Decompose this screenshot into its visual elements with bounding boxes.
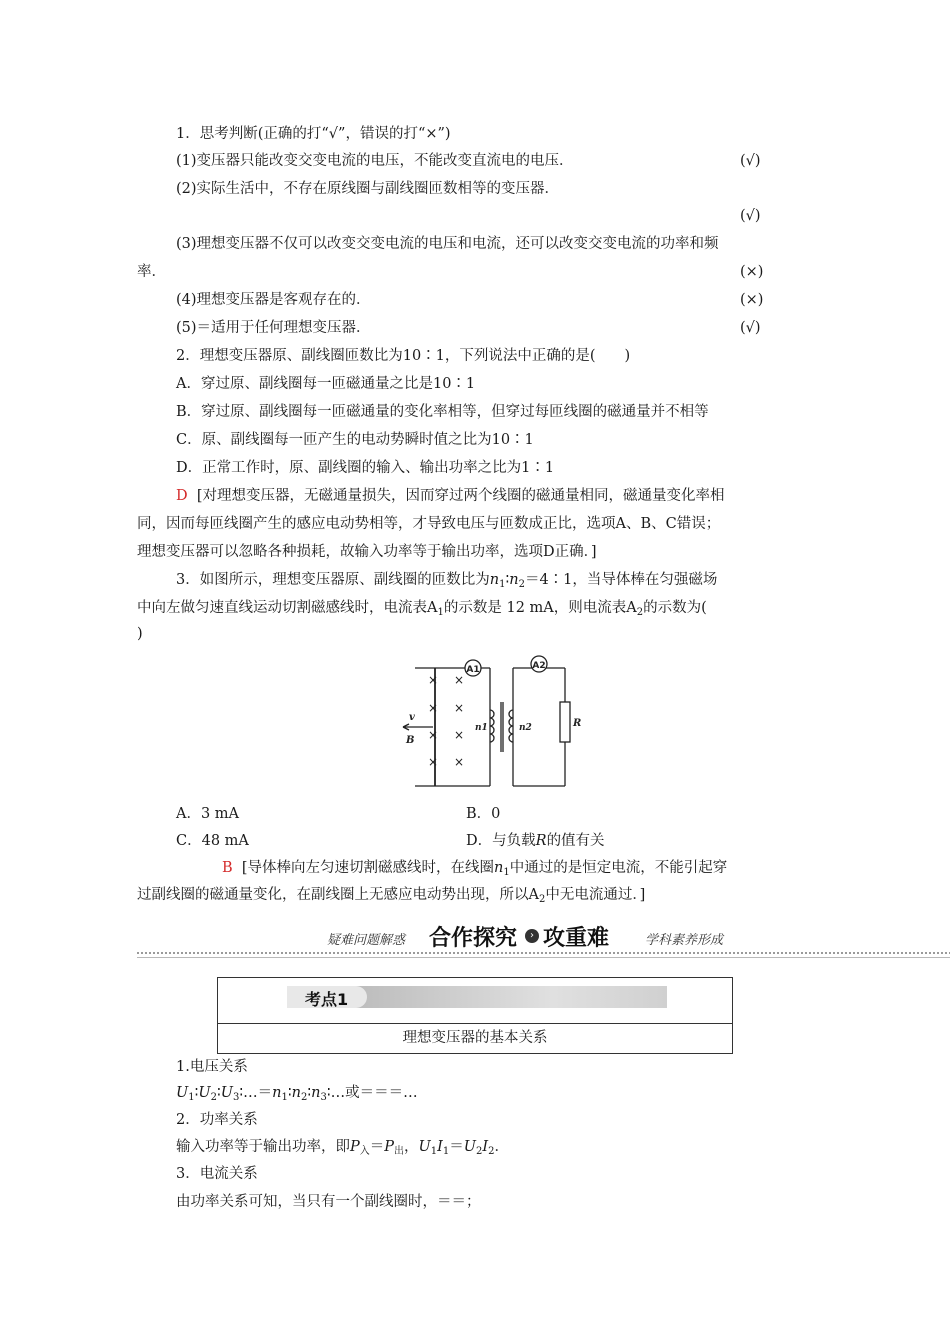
q3-explain-2 xyxy=(137,885,645,910)
q2-explain-2: 同，因而每匝线圈产生的感应电动势相等，才导致电压与匝数成正比，选项A、B、C错误； xyxy=(137,516,721,532)
f1-end: ∶…或＝＝＝… xyxy=(326,1085,418,1101)
q3-n1: n xyxy=(489,572,500,588)
banner-main-2: 攻重难 xyxy=(543,926,610,951)
key-point-title: 理想变压器的基本关系 xyxy=(402,1030,548,1046)
q2-explain-3: 理想变压器可以忽略各种损耗，故输入功率等于输出功率，选项D正确．] xyxy=(137,544,597,560)
f1-n1-sub: 1 xyxy=(281,1092,288,1103)
q3-stem-c2: 的示数是 12 mA，则电流表 xyxy=(443,600,627,616)
section-2-heading: 2．功率关系 xyxy=(176,1112,258,1128)
f2-eq-1: ＝ xyxy=(369,1139,385,1155)
q2-answer: D xyxy=(176,488,188,504)
q2-option-d: D．正常工作时，原、副线圈的输入、输出功率之比为1∶1 xyxy=(176,460,555,476)
q3-stem-3: ) xyxy=(137,626,143,642)
q3-explain-c2: 中无电流通过．] xyxy=(545,887,646,903)
q1-item-3-cont: 率． xyxy=(137,264,166,280)
f1-n1: n xyxy=(272,1085,282,1101)
q1-mark-5: (√) xyxy=(740,320,761,336)
q1-item-2: (2)实际生活中，不存在原线圈与副线圈匝数相等的变压器． xyxy=(176,181,560,197)
q3-stem-2 xyxy=(137,598,707,623)
circuit-diagram xyxy=(395,652,585,792)
f2-u2: U xyxy=(463,1139,476,1155)
banner-right: 学科素养形成 xyxy=(645,933,724,948)
f2-u1: U xyxy=(418,1139,431,1155)
q3-answer: B xyxy=(222,860,233,876)
f2-sep: ， xyxy=(404,1139,419,1155)
q3-explain-a2: A xyxy=(528,887,539,903)
q2-stem: 2．理想变压器原、副线圈匝数比为10∶1，下列说法中正确的是( ) xyxy=(176,348,631,364)
f1-colon-3: ∶ xyxy=(287,1085,292,1101)
f2-i2-sub: 2 xyxy=(488,1146,495,1157)
f1-n2: n xyxy=(291,1085,302,1101)
f2-p-in: P xyxy=(350,1139,360,1155)
f1-u2-sub: 2 xyxy=(210,1092,217,1103)
q3-option-d-a: D．与负载 xyxy=(466,833,536,849)
field-cross: × xyxy=(453,728,465,742)
q3-stem-b: ＝4∶1，当导体棒在匀强磁场 xyxy=(524,572,718,588)
q1-item-3: (3)理想变压器不仅可以改变交变电流的电压和电流，还可以改变交变电流的功率和频 xyxy=(176,236,719,252)
q1-title: 1．思考判断(正确的打“√”，错误的打“×”) xyxy=(176,126,451,142)
q1-item-5: (5)＝适用于任何理想变压器． xyxy=(176,320,371,336)
q2-option-c: C．原、副线圈每一匝产生的电动势瞬时值之比为10∶1 xyxy=(176,432,534,448)
f1-u3: U xyxy=(220,1085,234,1101)
f1-n2-sub: 2 xyxy=(301,1092,308,1103)
q3-a2-sub: 2 xyxy=(636,607,644,618)
q3-n1-sub: 1 xyxy=(499,579,506,590)
q3-n2-sub: 2 xyxy=(518,579,525,590)
f1-colon-1: ∶ xyxy=(194,1085,199,1101)
f2-out: 出 xyxy=(394,1146,405,1157)
f2-end: ． xyxy=(494,1139,509,1155)
f2-eq-2: ＝ xyxy=(449,1139,464,1155)
q1-mark-4: (×) xyxy=(740,292,764,308)
field-cross: × xyxy=(453,701,465,715)
q3-colon: ∶ xyxy=(505,572,510,588)
diagram-r: R xyxy=(573,718,582,729)
diagram-n1: n1 xyxy=(475,723,488,733)
banner-divider xyxy=(137,952,950,954)
power-formula xyxy=(176,1137,509,1162)
f1-u3-sub: 3 xyxy=(233,1092,240,1103)
key-point-box xyxy=(217,977,733,1054)
f1-colon-4: ∶ xyxy=(307,1085,312,1101)
q3-option-b: B．0 xyxy=(466,806,501,822)
f2-i2: I xyxy=(482,1139,489,1155)
q3-option-d-b: 的值有关 xyxy=(546,833,605,849)
diagram-a2: A2 xyxy=(532,661,546,671)
f1-n3: n xyxy=(311,1085,321,1101)
q3-explain-a: [导体棒向左匀速切割磁感线时，在线圈 xyxy=(241,860,495,876)
field-cross: × xyxy=(427,755,439,769)
q1-item-4: (4)理想变压器是客观存在的． xyxy=(176,292,371,308)
q1-mark-2: (√) xyxy=(740,208,761,224)
f2-i1: I xyxy=(437,1139,443,1155)
q3-explain-1 xyxy=(222,858,727,883)
key-point-tag xyxy=(287,986,667,1008)
f2-p-out: P xyxy=(384,1139,395,1155)
diagram-a1: A1 xyxy=(466,665,480,675)
key-point-label: 考点1 xyxy=(305,990,349,1009)
q3-stem-a: 3．如图所示，理想变压器原、副线圈的匝数比为 xyxy=(176,572,490,588)
q3-n2: n xyxy=(509,572,519,588)
f1-u2: U xyxy=(198,1085,211,1101)
q1-mark-3: (×) xyxy=(740,264,764,280)
banner-divider-line xyxy=(137,957,950,958)
q3-option-a: A．3 mA xyxy=(176,806,240,822)
q2-option-b: B．穿过原、副线圈每一匝磁通量的变化率相等，但穿过每匝线圈的磁通量并不相等 xyxy=(176,404,709,420)
banner-left: 疑难问题解惑 xyxy=(327,933,406,948)
f2-i1-sub: 1 xyxy=(442,1146,450,1157)
q1-item-1: (1)变压器只能改变交变电流的电压，不能改变直流电的电压． xyxy=(176,153,574,169)
q3-explain-sub: 1 xyxy=(503,867,510,878)
q3-explain-c1: 过副线圈的磁通量变化，在副线圈上无感应电动势出现，所以 xyxy=(137,887,529,903)
field-cross: × xyxy=(453,673,465,687)
q3-option-d-r: R xyxy=(535,833,547,849)
field-cross: × xyxy=(427,673,439,687)
f2-in: 入 xyxy=(359,1146,370,1157)
q3-option-d xyxy=(466,831,605,851)
banner-main-1: 合作探究 xyxy=(429,926,518,951)
q3-explain-n: n xyxy=(494,860,504,876)
f1-tail: ∶…＝ xyxy=(239,1085,273,1101)
q3-option-c: C．48 mA xyxy=(176,833,249,849)
f2-u2-sub: 2 xyxy=(475,1146,483,1157)
f1-n3-sub: 3 xyxy=(320,1092,327,1103)
diagram-v: v xyxy=(409,712,415,723)
q2-explain-1 xyxy=(176,486,725,506)
q3-a2: A xyxy=(626,600,637,616)
section-1-heading: 1.电压关系 xyxy=(176,1059,248,1075)
q2-option-a: A．穿过原、副线圈每一匝磁通量之比是10∶1 xyxy=(176,376,476,392)
field-cross: × xyxy=(427,728,439,742)
voltage-formula xyxy=(176,1083,418,1108)
diagram-b: B xyxy=(406,735,415,746)
current-formula: 由功率关系可知，当只有一个副线圈时，＝＝； xyxy=(176,1194,481,1210)
key-point-separator xyxy=(218,1023,732,1024)
q3-explain-b: 中通过的是恒定电流，不能引起穿 xyxy=(509,860,728,876)
f1-u1: U xyxy=(176,1085,189,1101)
field-cross: × xyxy=(453,755,465,769)
section-banner xyxy=(137,925,950,961)
q3-a1-sub: 1 xyxy=(437,607,444,618)
q3-stem-c1: 中向左做匀速直线运动切割磁感线时，电流表 xyxy=(137,600,427,616)
f2-u1-sub: 1 xyxy=(430,1146,438,1157)
q1-mark-1: (√) xyxy=(740,153,761,169)
q3-stem-c3: 的示数为( xyxy=(643,600,707,616)
section-3-heading: 3．电流关系 xyxy=(176,1166,258,1182)
field-cross: × xyxy=(427,701,439,715)
q3-stem-1 xyxy=(176,570,717,595)
arrow-icon: › xyxy=(525,929,539,943)
q3-explain-a2-sub: 2 xyxy=(538,894,546,905)
f2-a: 输入功率等于输出功率，即 xyxy=(176,1139,350,1155)
f1-colon-2: ∶ xyxy=(217,1085,221,1101)
diagram-n2: n2 xyxy=(519,723,532,733)
f1-u1-sub: 1 xyxy=(188,1092,195,1103)
q2-explain-text-1: [对理想变压器，无磁通量损失，因而穿过两个线圈的磁通量相同，磁通量变化率相 xyxy=(196,488,725,504)
q3-a1: A xyxy=(427,600,438,616)
